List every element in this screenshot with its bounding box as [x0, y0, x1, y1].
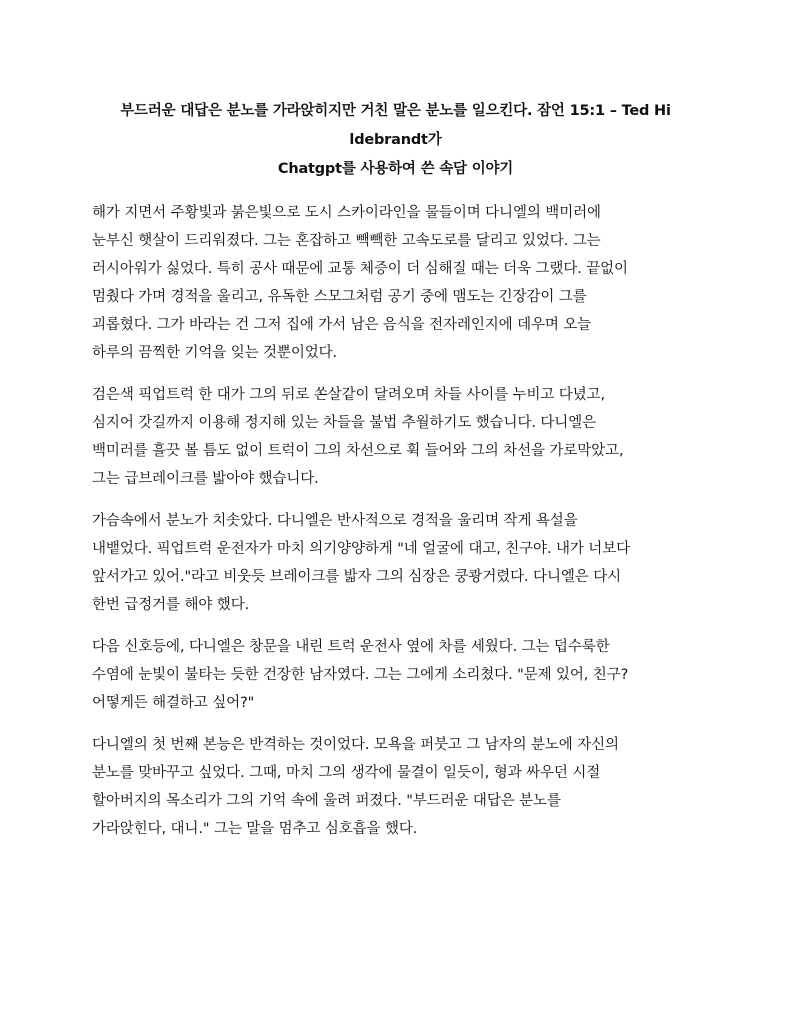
text-line: 그는 급브레이크를 밟아야 했습니다. — [92, 471, 319, 487]
paragraph-5 — [92, 731, 712, 843]
text-line: 다음 신호등에, 다니엘은 창문을 내린 트럭 운전사 옆에 차를 세웠다. 그는 덥수룩한 — [92, 639, 610, 655]
text-line: 할아버지의 목소리가 그의 기억 속에 울려 퍼졌다. "부드러운 대답은 분노를 — [92, 793, 561, 809]
paragraph-4 — [92, 633, 712, 717]
paragraph-2 — [92, 381, 712, 493]
title-line-1: 부드러운 대답은 분노를 가라앉히지만 거친 말은 분노를 일으킨다. 잠언 15:1 – Ted Hi — [120, 103, 671, 119]
paragraph-1 — [92, 199, 712, 367]
text-line: 검은색 픽업트럭 한 대가 그의 뒤로 쏜살같이 달려오며 차들 사이를 누비고 다녔고, — [92, 387, 606, 403]
title-line-3: Chatgpt를 사용하여 쓴 속담 이야기 — [277, 161, 514, 177]
text-line: 앞서가고 있어."라고 비웃듯 브레이크를 밟자 그의 심장은 쿵쾅거렸다. 다니엘은 다시 — [92, 569, 622, 585]
text-line: 러시아워가 싫었다. 특히 공사 때문에 교통 체증이 더 심해질 때는 더욱 그랬다. 끝없이 — [92, 261, 628, 277]
title-line-2: ldebrandt가 — [349, 132, 442, 148]
text-line: 한번 급정거를 해야 했다. — [92, 597, 250, 613]
text-line: 어떻게든 해결하고 싶어?" — [92, 695, 255, 711]
paragraph-3 — [92, 507, 712, 619]
text-line: 내뱉었다. 픽업트럭 운전자가 마치 의기양양하게 "네 얼굴에 대고, 친구야. 내가 너보다 — [92, 541, 631, 557]
text-line: 다니엘의 첫 번째 본능은 반격하는 것이었다. 모욕을 퍼붓고 그 남자의 분노에 자신의 — [92, 737, 619, 753]
text-line: 멈췄다 가며 경적을 울리고, 유독한 스모그처럼 공기 중에 맴도는 긴장감이 그를 — [92, 289, 587, 305]
text-line: 분노를 맞바꾸고 싶었다. 그때, 마치 그의 생각에 물결이 일듯이, 형과 싸우던 시절 — [92, 765, 601, 781]
text-line: 눈부신 햇살이 드리워졌다. 그는 혼잡하고 빽빽한 고속도로를 달리고 있었다. 그는 — [92, 233, 601, 249]
text-line: 수염에 눈빛이 불타는 듯한 건장한 남자였다. 그는 그에게 소리쳤다. "문제 있어, 친구? — [92, 667, 629, 683]
text-line: 백미러를 흘끗 볼 틈도 없이 트럭이 그의 차선으로 휙 들어와 그의 차선을 가로막았고, — [92, 443, 624, 459]
text-line: 하루의 끔찍한 기억을 잊는 것뿐이었다. — [92, 345, 338, 361]
text-line: 가라앉힌다, 대니." 그는 말을 멈추고 심호흡을 했다. — [92, 821, 418, 837]
story-body — [92, 199, 712, 857]
text-line: 괴롭혔다. 그가 바라는 건 그저 집에 가서 남은 음식을 전자레인지에 데우며 오늘 — [92, 317, 592, 333]
text-line: 심지어 갓길까지 이용해 정지해 있는 차들을 불법 추월하기도 했습니다. 다니엘은 — [92, 415, 597, 431]
text-line: 해가 지면서 주황빛과 붉은빛으로 도시 스카이라인을 물들이며 다니엘의 백미러에 — [92, 205, 601, 221]
text-line: 가슴속에서 분노가 치솟았다. 다니엘은 반사적으로 경적을 울리며 작게 욕설을 — [92, 513, 578, 529]
document-title — [88, 97, 703, 184]
